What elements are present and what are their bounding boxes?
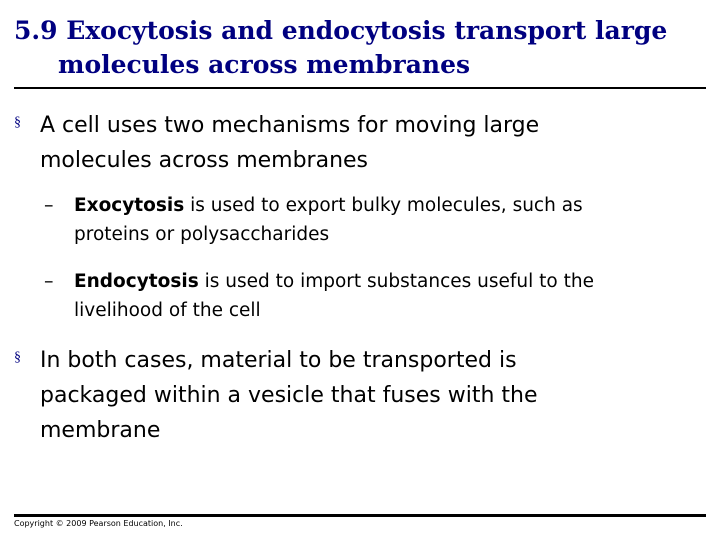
subpoint-text [74,191,694,249]
subpoint-line-rest: is used to export bulky molecules, such as [184,195,583,216]
slide-title-line-1: 5.9 Exocytosis and endocytosis transport large [14,16,668,45]
term-exocytosis: Exocytosis [74,195,185,216]
subpoint-text-line [74,267,694,296]
subpoint-text-line [74,191,694,220]
bullet-text [40,108,680,178]
slide-title [14,14,704,82]
square-bullet-icon: § [14,350,21,365]
dash-icon: – [44,194,54,216]
bullet-text-line: In both cases, material to be transported is [40,348,517,373]
title-divider [14,87,706,89]
bullet-text-line: packaged within a vesicle that fuses with the [40,383,538,408]
bullet-text-line: membrane [40,418,161,443]
slide-title-line-2: molecules across membranes [58,50,471,79]
subpoint-text [74,267,694,325]
subpoint-text-line: livelihood of the cell [74,300,261,321]
copyright-text: Copyright © 2009 Pearson Education, Inc. [14,519,183,528]
bullet-text-line: molecules across membranes [40,148,369,173]
footer-divider [14,514,706,517]
subpoint-line-rest: is used to import substances useful to the [198,271,594,292]
dash-icon: – [44,270,54,292]
term-endocytosis: Endocytosis [74,271,199,292]
bullet-text [40,343,680,448]
bullet-text-line: A cell uses two mechanisms for moving large [40,113,540,138]
subpoint-text-line: proteins or polysaccharides [74,224,330,245]
square-bullet-icon: § [14,115,21,130]
